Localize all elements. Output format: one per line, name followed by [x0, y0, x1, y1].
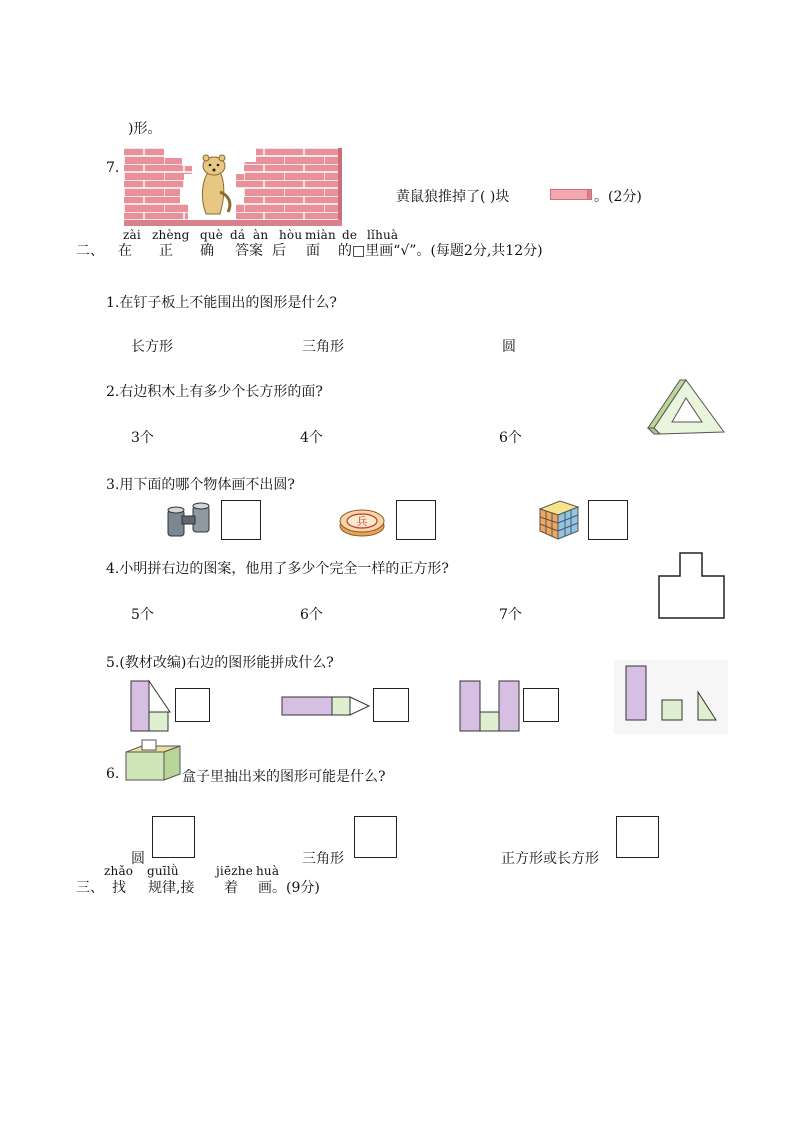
section3-char-zhao: 找 [112, 880, 126, 896]
chess-piece-icon [338, 504, 386, 538]
q2-text: 2.右边积木上有多少个长方形的面? [106, 384, 323, 400]
rubiks-cube-icon [536, 497, 582, 543]
pinyin-jiezhe: jiēzhe [216, 864, 254, 878]
pinyin-guilv: guīlǜ [147, 864, 179, 878]
section3-char-zhe: 着 [224, 880, 238, 896]
q2-option-a[interactable]: 3个 [131, 430, 154, 446]
q3-answer-box-b[interactable] [396, 500, 436, 540]
pinyin-an: àn [253, 228, 269, 242]
q7-score: 。(2分) [594, 189, 642, 205]
q1-text: 1.在钉子板上不能围出的图形是什么? [106, 295, 337, 311]
q5-figure-a [130, 680, 172, 732]
q6-prev-ending: )形。 [128, 121, 162, 137]
q5-answer-box-a[interactable] [175, 688, 210, 722]
q2-option-b[interactable]: 4个 [300, 430, 323, 446]
pinyin-de: de [342, 228, 358, 242]
pinyin-zai: zài [123, 228, 141, 242]
q5-answer-box-b[interactable] [373, 688, 409, 722]
q4-text: 4.小明拼右边的图案，他用了多少个完全一样的正方形? [106, 561, 449, 577]
binoculars-icon [165, 500, 215, 540]
q1-option-b[interactable]: 三角形 [302, 339, 344, 355]
q6-answer-box-b[interactable] [354, 816, 397, 858]
section3-char-guilv: 规律,接 [148, 880, 195, 896]
section2-label: 二、 [76, 243, 104, 259]
brick-icon [550, 189, 592, 201]
q6-number: 6. [106, 766, 120, 782]
triangular-prism-icon [644, 378, 726, 438]
q1-option-c[interactable]: 圆 [502, 339, 516, 355]
q5-figure-b [281, 695, 371, 717]
q1-option-a[interactable]: 长方形 [131, 339, 173, 355]
pinyin-hua: huà [256, 864, 280, 878]
pinyin-da: dá [230, 228, 246, 242]
q5-figure-c [459, 680, 521, 732]
pinyin-mian: miàn [305, 228, 336, 242]
q5-text: 5.(教材改编)右边的图形能拼成什么? [106, 655, 334, 671]
q3-answer-box-a[interactable] [221, 500, 261, 540]
q5-answer-box-c[interactable] [523, 688, 559, 722]
q4-option-a[interactable]: 5个 [131, 607, 154, 623]
section2-char-hou: 后 [272, 243, 286, 259]
tissue-box-icon [124, 738, 182, 782]
q7-number: 7. [106, 160, 120, 176]
square-pattern-figure [658, 552, 726, 620]
q6-text: 盒子里抽出来的图形可能是什么? [182, 769, 386, 785]
q5-pieces-figure [614, 660, 728, 734]
pinyin-zhao: zhǎo [104, 864, 134, 878]
section2-char-zai: 在 [118, 243, 132, 259]
pinyin-lihua: lǐhuà [367, 228, 399, 242]
q6-option-b[interactable]: 三角形 [302, 851, 344, 867]
q6-answer-box-a[interactable] [152, 816, 195, 858]
svg-text:兵: 兵 [356, 515, 368, 528]
q3-text: 3.用下面的哪个物体画不出圆? [106, 477, 295, 493]
pinyin-zheng: zhèng [152, 228, 190, 242]
section3-label: 三、 [76, 880, 104, 896]
q7-text: 黄鼠狼推掉了( )块 [396, 189, 510, 205]
pinyin-hou: hòu [279, 228, 303, 242]
q6-option-c[interactable]: 正方形或长方形 [501, 851, 599, 867]
section2-char-zheng: 正 [159, 243, 173, 259]
q3-answer-box-c[interactable] [588, 500, 628, 540]
weasel-icon [190, 152, 236, 218]
section3-instruction: 画。(9分) [258, 880, 320, 896]
q4-option-c[interactable]: 7个 [499, 607, 522, 623]
q4-option-b[interactable]: 6个 [300, 607, 323, 623]
q6-option-a[interactable]: 圆 [131, 851, 145, 867]
section2-char-mian: 面 [306, 243, 320, 259]
q2-option-c[interactable]: 6个 [499, 430, 522, 446]
section2-char-daan: 答案 [235, 243, 263, 259]
q6-answer-box-c[interactable] [616, 816, 659, 858]
section2-char-que: 确 [200, 243, 214, 259]
pinyin-que: què [200, 228, 224, 242]
section2-instruction: 的□里画“√”。(每题2分,共12分) [338, 243, 543, 259]
